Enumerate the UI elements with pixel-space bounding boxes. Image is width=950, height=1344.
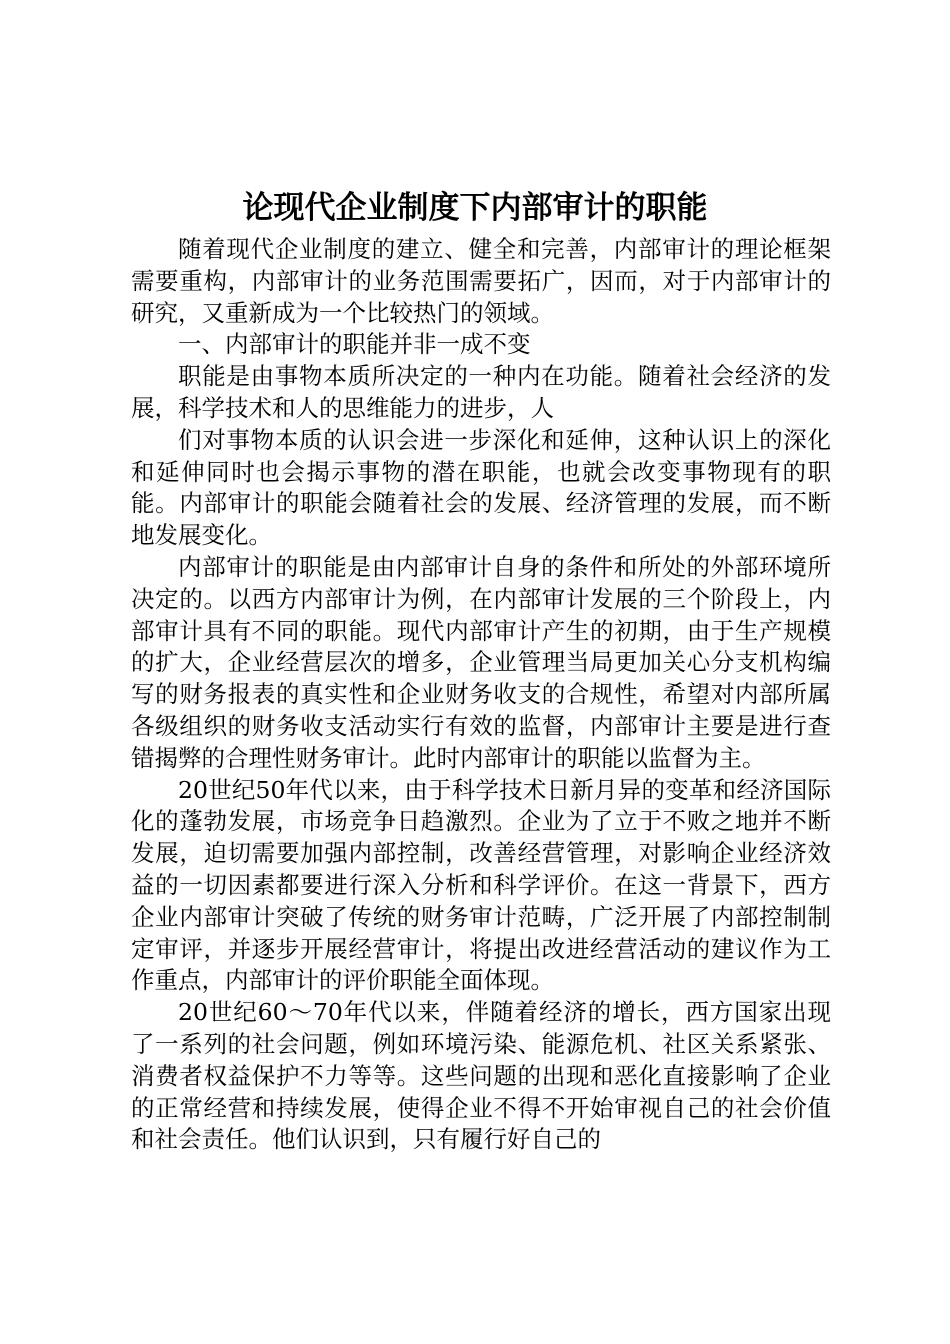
paragraph-intro: 随着现代企业制度的建立、健全和完善，内部审计的理论框架需要重构，内部审计的业务范围需要拓广，因而，对于内部审计的研究，又重新成为一个比较热门的领域。	[131, 235, 831, 327]
document-body	[131, 234, 831, 1156]
paragraph-1960s-1970s: 20世纪60～70年代以来，伴随着经济的增长，西方国家出现了一系列的社会问题，例如环境污染、能源危机、社区关系紧张、消费者权益保护不力等等。这些问题的出现和恶化直接影响了企业的正常经营和持续发展，使得企业不得不开始审视自己的社会价值和社会责任。他们认识到，只有履行好自己的	[131, 998, 831, 1154]
paragraph-function-definition: 职能是由事物本质所决定的一种内在功能。随着社会经济的发展，科学技术和人的思维能力的进步，人	[131, 362, 831, 422]
section-heading-1: 一、内部审计的职能并非一成不变	[178, 330, 531, 359]
paragraph-western-audit: 内部审计的职能是由内部审计自身的条件和所处的外部环境所决定的。以西方内部审计为例，在内部审计发展的三个阶段上，内部审计具有不同的职能。现代内部审计产生的初期，由于生产规模的扩大，企业经营层次的增多，企业管理当局更加关心分支机构编写的财务报表的真实性和企业财务收支的合规性，希望对内部所属各级组织的财务收支活动实行有效的监督，内部审计主要是进行查错揭弊的合理性财务审计。此时内部审计的职能以监督为主。	[131, 552, 831, 772]
paragraph-1950s: 20世纪50年代以来，由于科学技术日新月异的变革和经济国际化的蓬勃发展，市场竞争日趋激烈。企业为了立于不败之地并不断发展，迫切需要加强内部控制，改善经营管理，对影响企业经济效益的一切因素都要进行深入分析和科学评价。在这一背景下，西方企业内部审计突破了传统的财务审计范畴，广泛开展了内部控制制定审评，并逐步开展经营审计，将提出改进经营活动的建议作为工作重点，内部审计的评价职能全面体现。	[131, 775, 831, 995]
page-title: 论现代企业制度下内部审计的职能	[242, 190, 708, 226]
paragraph-function-continued: 们对事物本质的认识会进一步深化和延伸，这种认识上的深化和延伸同时也会揭示事物的潜在职能，也就会改变事物现有的职能。内部审计的职能会随着社会的发展、经济管理的发展，而不断地发展变化。	[131, 425, 831, 550]
